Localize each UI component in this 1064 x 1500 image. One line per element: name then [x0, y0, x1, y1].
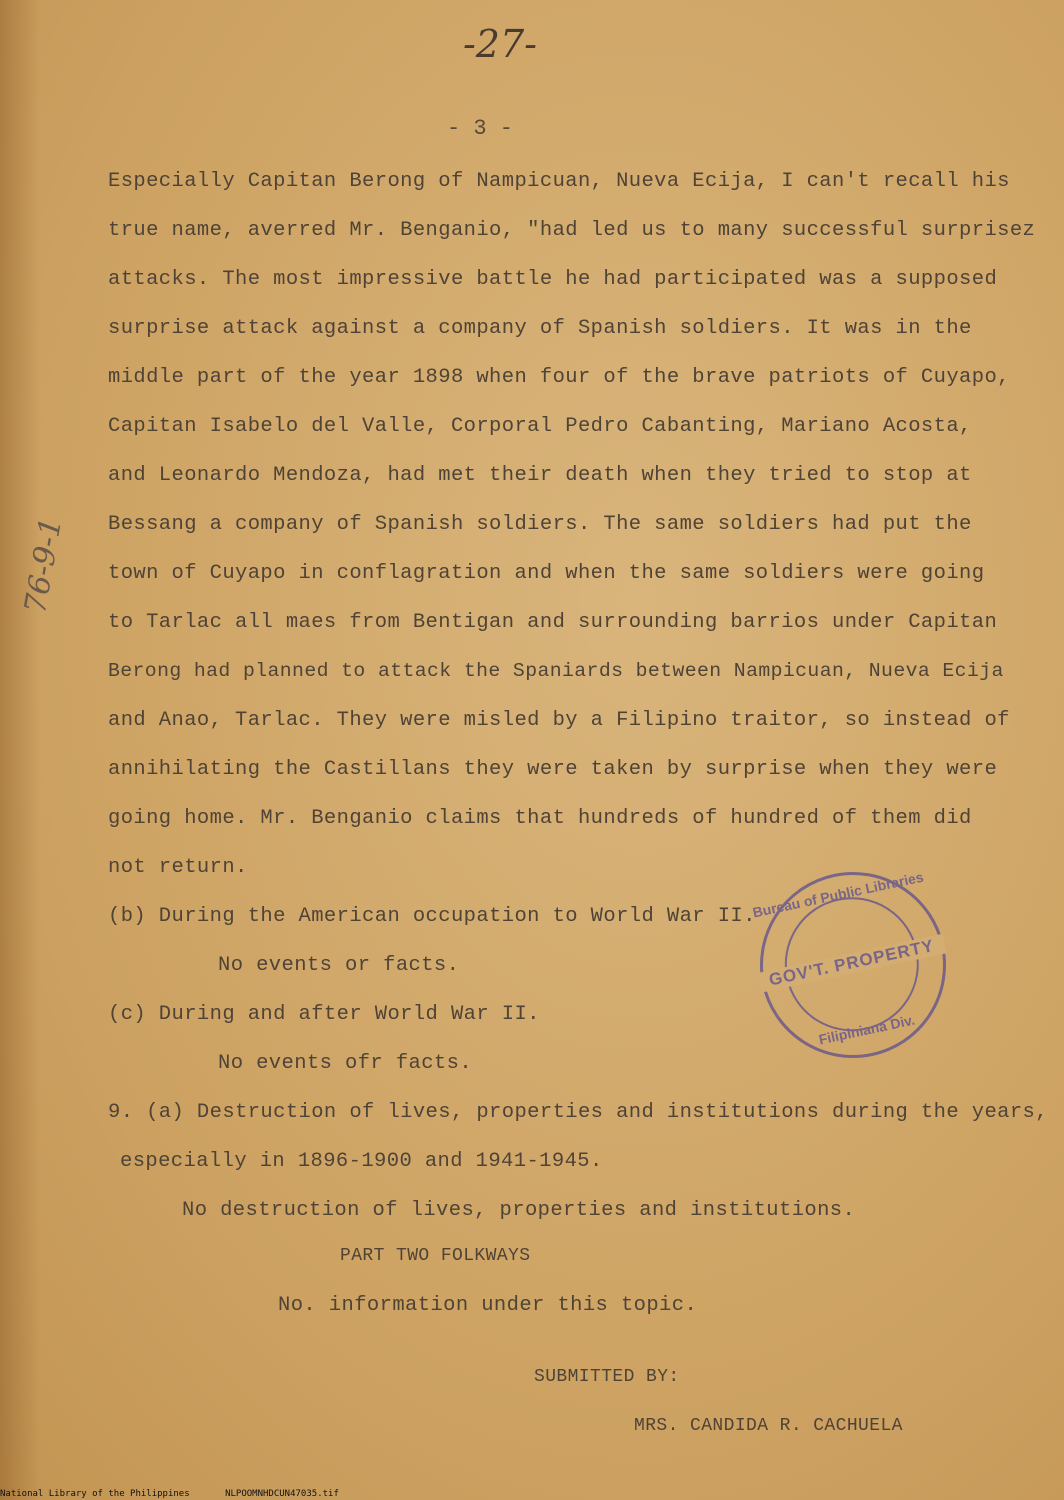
- submitted-by-label: SUBMITTED BY:: [534, 1367, 680, 1387]
- body-line: to Tarlac all maes from Bentigan and surrounding barrios under Capitan: [108, 611, 998, 634]
- body-line: going home. Mr. Benganio claims that hundreds of hundred of them did: [108, 807, 972, 830]
- body-line: true name, averred Mr. Benganio, "had led us to many successful surprisez: [108, 219, 1036, 242]
- body-line: and Anao, Tarlac. They were misled by a Filipino traitor, so instead of: [108, 709, 1010, 732]
- stamp-middle-text: GOV'T. PROPERTY: [757, 934, 947, 993]
- part-two-title: PART TWO FOLKWAYS: [340, 1246, 531, 1266]
- scan-footer: [0, 1488, 1064, 1500]
- body-line: surprise attack against a company of Spanish soldiers. It was in the: [108, 317, 972, 340]
- library-property-stamp: [743, 855, 964, 1076]
- body-line: not return.: [108, 856, 248, 879]
- part-two-note: No. information under this topic.: [278, 1294, 698, 1317]
- body-line: attacks. The most impressive battle he had participated was a supposed: [108, 268, 998, 291]
- body-line: town of Cuyapo in conflagration and when the same soldiers were going: [108, 562, 985, 585]
- section-9a-heading-cont: especially in 1896-1900 and 1941-1945.: [120, 1150, 603, 1173]
- footer-file-name: NLPOOMNHDCUN47035.tif: [225, 1489, 339, 1499]
- submitter-name: MRS. CANDIDA R. CACHUELA: [634, 1416, 903, 1436]
- stamp-top-text: Bureau of Public Libraries: [751, 868, 925, 921]
- body-line: Bessang a company of Spanish soldiers. The same soldiers had put the: [108, 513, 972, 536]
- section-9a-heading: 9. (a) Destruction of lives, properties and institutions during the years,: [108, 1101, 1048, 1124]
- handwritten-margin-note: 76-9-1: [18, 514, 70, 617]
- stamp-bottom-text: Filipiniana Div.: [817, 1011, 917, 1048]
- section-c-heading: (c) During and after World War II.: [108, 1003, 540, 1026]
- body-line: Berong had planned to attack the Spaniards between Nampicuan, Nueva Ecija: [108, 660, 1004, 682]
- body-line: Especially Capitan Berong of Nampicuan, Nueva Ecija, I can't recall his: [108, 170, 1010, 193]
- page-number: - 3 -: [446, 116, 513, 141]
- body-line: annihilating the Castillans they were taken by surprise when they were: [108, 758, 998, 781]
- section-b-heading: (b) During the American occupation to World War II.: [108, 905, 756, 928]
- section-9a-note: No destruction of lives, properties and institutions.: [182, 1199, 856, 1222]
- footer-library-name: National Library of the Philippines: [0, 1489, 190, 1499]
- body-line: and Leonardo Mendoza, had met their death when they tried to stop at: [108, 464, 972, 487]
- handwritten-folio-number: -27-: [462, 22, 538, 66]
- body-line: Capitan Isabelo del Valle, Corporal Pedro Cabanting, Mariano Acosta,: [108, 415, 972, 438]
- section-b-note: No events or facts.: [218, 954, 460, 977]
- section-c-note: No events ofr facts.: [218, 1052, 473, 1075]
- body-line: middle part of the year 1898 when four of the brave patriots of Cuyapo,: [108, 366, 1010, 389]
